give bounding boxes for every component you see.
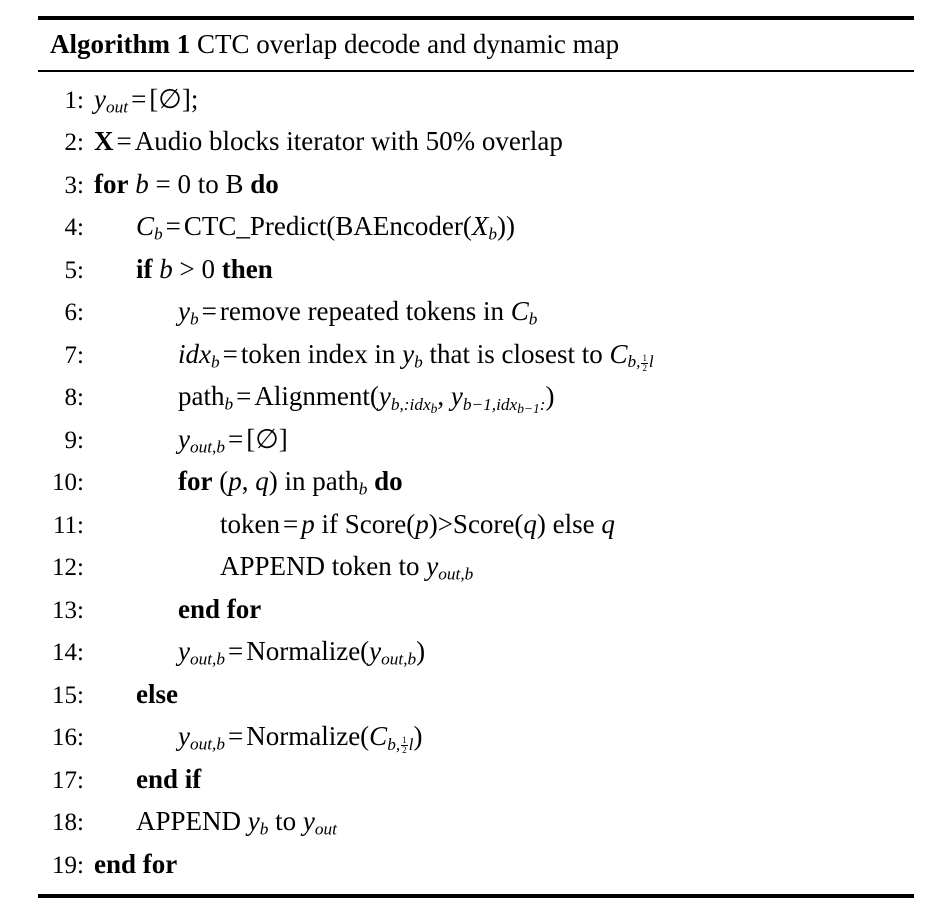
algorithm-label: Algorithm 1 [50, 29, 191, 59]
line-number: 16: [52, 724, 84, 752]
algorithm-line [38, 504, 914, 547]
algorithm-line [38, 334, 914, 377]
line-code: end for [178, 593, 262, 624]
line-code: end for [94, 848, 178, 879]
line-number: 14: [52, 639, 84, 667]
line-number: 19: [52, 851, 84, 879]
algorithm-line [38, 759, 914, 802]
algorithm-title-text: CTC overlap decode and dynamic map [196, 29, 620, 59]
line-number: 8: [64, 384, 84, 412]
line-code: else [136, 678, 178, 709]
algorithm-line [38, 844, 914, 887]
algorithm-title-spacer [190, 29, 197, 59]
line-code: $C_b$ = $CTC\_Predict(BAEncoder(X_b))$ [136, 211, 515, 244]
algorithm-title [38, 20, 914, 70]
line-code: if b > 0 then [136, 253, 273, 284]
line-number: 15: [52, 681, 84, 709]
line-code: APPEND token to $y_{out,b}$ [220, 551, 474, 584]
line-code: path$_b$ = $Alignment(y_{b,:idx_b}$, $y_{b-1,idx_{b-1}:}$) [178, 381, 555, 416]
line-code: $y_{out,b}$ = $Normalize(y_{out,b})$ [178, 636, 426, 669]
algorithm-body [38, 72, 914, 895]
algorithm-line [38, 121, 914, 164]
line-number: 18: [52, 809, 84, 837]
algorithm-block [38, 16, 914, 898]
algorithm-line [38, 546, 914, 589]
line-number: 5: [64, 256, 84, 284]
algorithm-line [38, 589, 914, 632]
line-number: 1: [64, 86, 84, 114]
algorithm-line [38, 674, 914, 717]
line-number: 13: [52, 596, 84, 624]
algorithm-line [38, 206, 914, 249]
line-code: for b = 0 to B do [94, 168, 279, 199]
line-code: for (p, q) in path$_b$ do [178, 466, 403, 499]
line-code: $y_{out,b}$ = [∅] [178, 423, 288, 457]
line-code: $y_{out,b}$ = $Normalize(C_{b, \frac{1}{2} l})$ [178, 721, 423, 756]
line-code: token = p if Score(p)>Score(q) else q [220, 508, 615, 539]
line-number: 4: [64, 214, 84, 242]
line-number: 17: [52, 766, 84, 794]
line-number: 7: [64, 341, 84, 369]
algorithm-line [38, 419, 914, 462]
line-number: 9: [64, 426, 84, 454]
algorithm-line [38, 376, 914, 419]
line-code: APPEND $y_b$ to $y_{out}$ [136, 806, 337, 839]
line-number: 10: [52, 469, 84, 497]
algorithm-line [38, 716, 914, 759]
line-number: 12: [52, 554, 84, 582]
algorithm-line [38, 631, 914, 674]
algorithm-bottom-rule [38, 894, 914, 898]
algorithm-line [38, 801, 914, 844]
algorithm-line [38, 249, 914, 292]
line-number: 11: [52, 511, 84, 539]
line-code: $y_{out}$ = [∅]; [94, 83, 199, 117]
line-code: idx$_b$ = token index in $y_b$ that is closest to $C_{b, \frac{1}{2} l}$ [178, 338, 654, 373]
algorithm-line [38, 291, 914, 334]
line-code: $y_b$ = remove repeated tokens in $C_b$ [178, 296, 538, 329]
line-code: X = Audio blocks iterator with 50% overlap [94, 126, 563, 157]
algorithm-line [38, 164, 914, 207]
line-code: end if [136, 763, 202, 794]
algorithm-line [38, 461, 914, 504]
line-number: 2: [64, 129, 84, 157]
algorithm-line [38, 79, 914, 122]
line-number: 3: [64, 171, 84, 199]
line-number: 6: [64, 299, 84, 327]
